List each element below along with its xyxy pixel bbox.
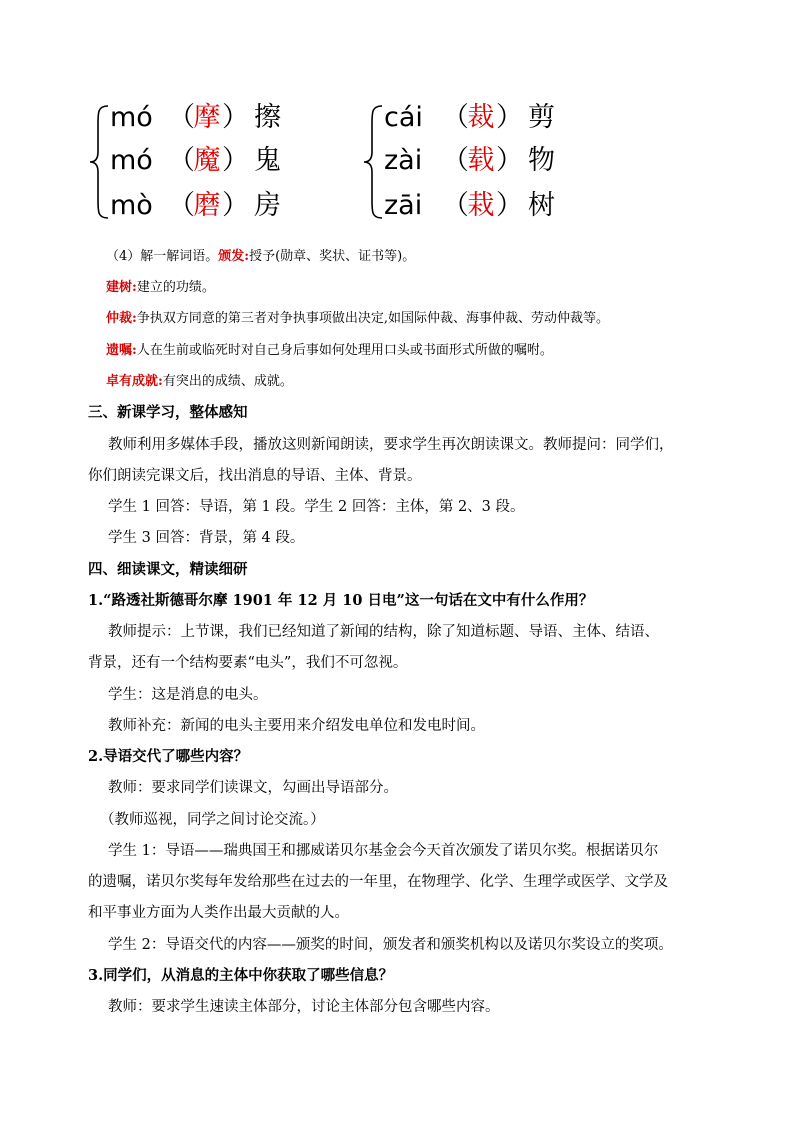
vocab-line: 卓有成就:有突出的成绩、成就。 (106, 374, 293, 389)
pinyin-row: zài （载） 物 (384, 141, 555, 181)
question-line: 3.同学们，从消息的主体中你获取了哪些信息？ (88, 967, 394, 984)
answer-char: 魔 (193, 145, 221, 176)
vocab-term: 建树 (106, 280, 133, 295)
paragraph-line: （教师巡视，同学之间讨论交流。） (100, 812, 325, 828)
answer-char: 栽 (467, 190, 495, 221)
word-char: 剪 (528, 102, 555, 133)
word-char: 树 (528, 190, 555, 221)
pinyin-row: cái （裁） 剪 (384, 98, 555, 138)
paragraph-line: 教师利用多媒体手段，播放这则新闻朗读，要求学生再次朗读课文。教师提问：同学们， (108, 437, 674, 453)
vocab-intro: （4）解一解词语。 (106, 249, 219, 264)
answer-char: 磨 (193, 190, 221, 221)
paragraph-line: 学生：这是消息的电头。 (108, 687, 268, 703)
paragraph-line: 教师：要求学生速读主体部分，讨论主体部分包含哪些内容。 (108, 999, 500, 1015)
pinyin: zài (384, 145, 423, 176)
paragraph-line: 学生 1：导语——瑞典国王和挪威诺贝尔基金会今天首次颁发了诺贝尔奖。根据诺贝尔 (108, 843, 659, 859)
pinyin: mò (110, 190, 153, 221)
pinyin-row: mó （摩） 擦 (110, 98, 281, 138)
vocab-definition: 建立的功绩。 (136, 280, 215, 295)
paragraph-line: 教师补充：新闻的电头主要用来介绍发电单位和发电时间。 (108, 718, 485, 734)
vocab-term: 遗嘱 (106, 343, 133, 358)
pinyin-row: mò （磨） 房 (110, 186, 281, 226)
vocab-definition: 人在生前或临死时对自己身后事如何处理用口头或书面形式所做的嘱咐。 (136, 343, 553, 358)
paragraph-line: 的遗嘱，诺贝尔奖每年发给那些在过去的一年里，在物理学、化学、生理学或医学、文学及 (88, 874, 668, 890)
answer-char: 载 (467, 145, 495, 176)
vocab-term: 仲裁 (106, 311, 133, 326)
pinyin: zāi (384, 190, 423, 221)
paragraph-line: 教师提示：上节课，我们已经知道了新闻的结构，除了知道标题、导语、主体、结语、 (108, 624, 659, 640)
paragraph-line: 背景，还有一个结构要素“电头”，我们不可忽视。 (88, 655, 408, 671)
word-char: 擦 (254, 102, 281, 133)
vocab-line: 建树:建立的功绩。 (106, 280, 215, 295)
section-heading: 四、细读课文，精读细研 (88, 561, 248, 578)
pinyin-row: zāi （栽） 树 (384, 186, 555, 226)
pinyin: cái (384, 102, 423, 133)
vocab-definition: 授予(勋章、奖状、证书等)。 (249, 249, 416, 264)
paragraph-line: 学生 3 回答：背景，第 4 段。 (108, 530, 305, 546)
left-brace (88, 104, 110, 220)
answer-char: 裁 (467, 102, 495, 133)
word-char: 物 (528, 145, 555, 176)
vocab-line: （4）解一解词语。颁发:授予(勋章、奖状、证书等)。 (106, 249, 416, 264)
paragraph-line: 学生 2：导语交代的内容——颁奖的时间，颁发者和颁奖机构以及诺贝尔奖设立的奖项。 (108, 937, 673, 953)
vocab-line: 仲裁:争执双方同意的第三者对争执事项做出决定,如国际仲裁、海事仲裁、劳动仲裁等。 (106, 311, 609, 326)
vocab-term: 卓有成就 (106, 374, 159, 389)
paragraph-line: 和平事业方面为人类作出最大贡献的人。 (88, 905, 349, 921)
pinyin-group-right (362, 98, 582, 228)
section-heading: 三、新课学习，整体感知 (88, 404, 248, 421)
paragraph-line: 学生 1 回答：导语，第 1 段。学生 2 回答：主体，第 2、3 段。 (108, 499, 525, 515)
word-char: 房 (254, 190, 281, 221)
vocab-definition: 争执双方同意的第三者对争执事项做出决定,如国际仲裁、海事仲裁、劳动仲裁等。 (136, 311, 609, 326)
pinyin-group-left (88, 98, 308, 228)
question-line: 1.“路透社斯德哥尔摩 1901 年 12 月 10 日电”这一句话在文中有什么作用？ (88, 592, 594, 609)
vocab-line: 遗嘱:人在生前或临死时对自己身后事如何处理用口头或书面形式所做的嘱咐。 (106, 343, 553, 358)
answer-char: 摩 (193, 102, 221, 133)
question-line: 2.导语交代了哪些内容？ (88, 748, 249, 765)
paragraph-line: 你们朗读完课文后，找出消息的导语、主体、背景。 (88, 468, 422, 484)
vocab-definition: 有突出的成绩、成就。 (162, 374, 293, 389)
right-brace (362, 104, 384, 220)
pinyin-row: mó （魔） 鬼 (110, 141, 281, 181)
vocab-term: 颁发 (218, 249, 245, 264)
word-char: 鬼 (254, 145, 281, 176)
pinyin: mó (110, 102, 153, 133)
paragraph-line: 教师：要求同学们读课文，勾画出导语部分。 (108, 780, 398, 796)
pinyin: mó (110, 145, 153, 176)
